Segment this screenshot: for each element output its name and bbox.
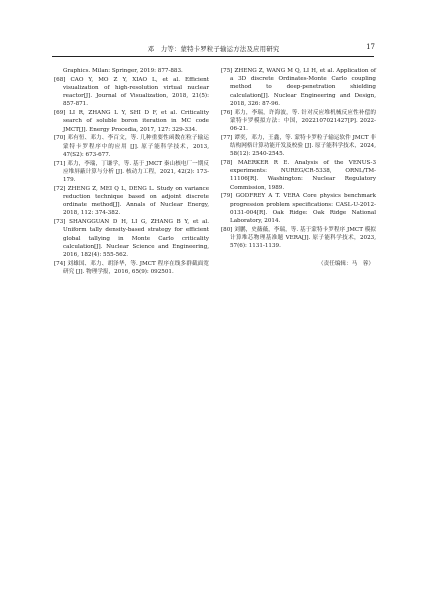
reference-entry: [75] ZHENG Z, WANG M Q, LI H, et al. Application of a 3D discrete Ordinates-Monte Carlo coupling method to deep-penetration shielding calculation[J]. Nuclear Engineering and Design, 2018, 326: 87-96. (221, 68, 376, 107)
reference-entry: [79] GODFREY A T. VERA Core physics benchmark progression problem specifications: CASL-U-2012-0131-004[R]. Oak Ridge: Oak Ridge National Laboratory, 2014. (221, 193, 376, 225)
editor-note: （责任编辑：马 蓉） (318, 261, 374, 268)
reference-column-left (54, 67, 209, 277)
reference-entry: [73] SHANGGUAN D H, LI G, ZHANG B Y, et al. Uniform tally density-based strategy for efficient global tallying in Monte Carlo criticality calculation[J]. Nuclear Science and Engineering, 2016, 182(4): 555-562. (54, 219, 209, 259)
reference-entry: [68] CAO Y, MO Z Y, XIAO L, et al. Efficient visualization of high-resolution virtual nuclear reactor[J]. Journal of Visualization, 2018, 21(5): 857-871. (54, 76, 209, 108)
reference-entry: [71] 邓力，李瑞，丁谦学，等. 基于 JMCT 秦山核电厂一期反应堆屏蔽计算与分析 [J]. 核动力工程，2021, 42(2): 173-179. (54, 160, 209, 184)
reference-entry: [78] MAERKER R E. Analysis of the VENUS-3 experiments: NUREG/CR-5338, ORNL/TM-11106[R]. Washington: Nuclear Regulatory Commission, 1989. (221, 160, 376, 191)
reference-columns (54, 67, 376, 277)
reference-column-right (221, 67, 376, 277)
reference-entry: [72] ZHENG Z, MEI Q L, DENG L. Study on variance reduction technique based on adjoint discrete ordinate method[J]. Annals of Nuclear Energy, 2018, 112: 374-382. (54, 185, 209, 217)
header-rule (52, 56, 374, 57)
running-title: 邓 力等：蒙特卡罗粒子输运方法及应用研究 (147, 45, 280, 53)
reference-entry: [80] 刘鹏，史薇薇，李瑞，等. 基于蒙特卡罗程序 JMCT 模拟计算堆芯物理基准题 VERA[J]. 原子能科学技术，2023, 57(6): 1131-1139. (221, 226, 376, 250)
reference-entry: [74] 刘雄国、邓力、胡泽华，等. JMCT 程序在线多群截面宽研究 [J]. 物理学报，2016, 65(9): 092501. (54, 260, 209, 276)
page-header (0, 0, 427, 60)
reference-entry: [70] 邓有恒、邓力、李百文，等. 几种重要性函数在粒子输运蒙特卡罗程序中的应用 [J]. 原子能科学技术，2013, 47(S2): 673-677. (54, 135, 209, 158)
reference-entry: [76] 邓力，李瑞，许海波，等. 针对反应堆机械反应性补偿的蒙特卡罗模拟方法：中国，2022107021427[P]. 2022-06-21. (221, 109, 376, 133)
page-number: 17 (366, 43, 375, 51)
reference-entry: Graphics. Milan: Springer, 2019: 877-883. (63, 68, 183, 74)
reference-entry: [69] LI R, ZHANG L Y, SHI D F, et al. Criticality search of soluble boron iteration in MC code JMCT[J]. Energy Procedia, 2017, 127: 329-334. (54, 110, 209, 133)
reference-entry: [77] 谭奕，邓力，王鑫，等. 蒙特卡罗粒子输运软件 JMCT 非结构网格计算功能开发及校验 [J]. 原子能科学技术，2024, 58(12): 2540-2545. (221, 134, 376, 158)
